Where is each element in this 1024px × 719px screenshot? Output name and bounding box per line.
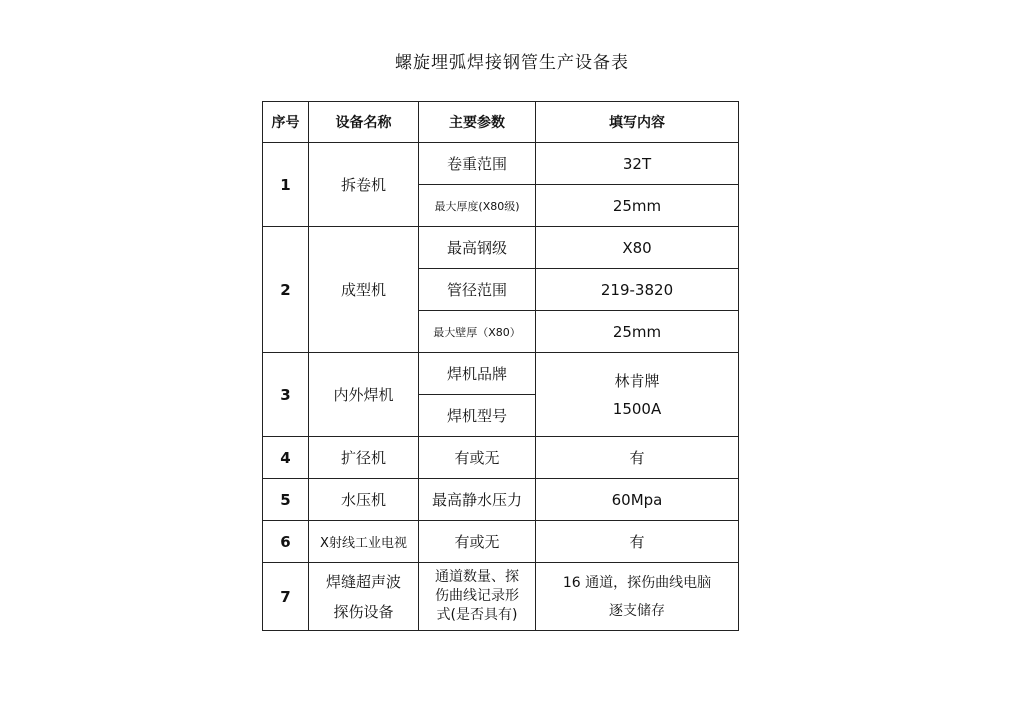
equipment-name: 成型机 [309, 227, 419, 353]
value-cell: 25mm [536, 185, 739, 227]
row-number: 1 [263, 143, 309, 227]
value-cell: 32T [536, 143, 739, 185]
row-number: 7 [263, 563, 309, 631]
param-cell: 焊机品牌 [419, 353, 536, 395]
param-cell: 最高钢级 [419, 227, 536, 269]
value-cell: 有 [536, 437, 739, 479]
name-line: 探伤设备 [333, 602, 394, 621]
header-cell-content: 填写内容 [536, 102, 739, 143]
equipment-name: 内外焊机 [309, 353, 419, 437]
table-row [263, 521, 739, 563]
param-line: 通道数量、探 [435, 569, 519, 585]
param-line: 式(是否具有) [436, 607, 518, 623]
equipment-name: 扩径机 [309, 437, 419, 479]
value-cell: 60Mpa [536, 479, 739, 521]
row-number: 4 [263, 437, 309, 479]
table-row [263, 563, 739, 631]
param-line: 伤曲线记录形 [435, 588, 519, 604]
param-cell: 有或无 [419, 437, 536, 479]
equipment-table [262, 101, 739, 631]
param-cell: 卷重范围 [419, 143, 536, 185]
value-cell [536, 563, 739, 631]
table-row [263, 227, 739, 269]
value-cell: 有 [536, 521, 739, 563]
value-line: 1500A [612, 399, 662, 418]
value-line: 林肯牌 [614, 371, 660, 390]
param-cell: 焊机型号 [419, 395, 536, 437]
table-row [263, 353, 739, 395]
param-cell: 最大厚度(X80级) [419, 185, 536, 227]
value-cell [536, 353, 739, 437]
table-row [263, 479, 739, 521]
value-cell: 25mm [536, 311, 739, 353]
row-number: 3 [263, 353, 309, 437]
header-cell-params: 主要参数 [419, 102, 536, 143]
document-title: 螺旋埋弧焊接钢管生产设备表 [395, 53, 629, 73]
row-number: 5 [263, 479, 309, 521]
row-number: 2 [263, 227, 309, 353]
value-line: 逐支储存 [609, 602, 665, 619]
param-cell: 管径范围 [419, 269, 536, 311]
equipment-name: 水压机 [309, 479, 419, 521]
value-cell: 219-3820 [536, 269, 739, 311]
table-row [263, 437, 739, 479]
row-number: 6 [263, 521, 309, 563]
equipment-name [309, 563, 419, 631]
param-cell: 有或无 [419, 521, 536, 563]
param-cell: 最大壁厚（X80） [419, 311, 536, 353]
param-cell [419, 563, 536, 631]
header-cell-no: 序号 [263, 102, 309, 143]
header-cell-name: 设备名称 [309, 102, 419, 143]
value-cell: X80 [536, 227, 739, 269]
param-cell: 最高静水压力 [419, 479, 536, 521]
equipment-name: X射线工业电视 [309, 521, 419, 563]
name-line: 焊缝超声波 [325, 572, 401, 591]
header-row [263, 102, 739, 143]
table-row [263, 143, 739, 185]
value-line: 16 通道，探伤曲线电脑 [562, 574, 712, 591]
equipment-name: 拆卷机 [309, 143, 419, 227]
